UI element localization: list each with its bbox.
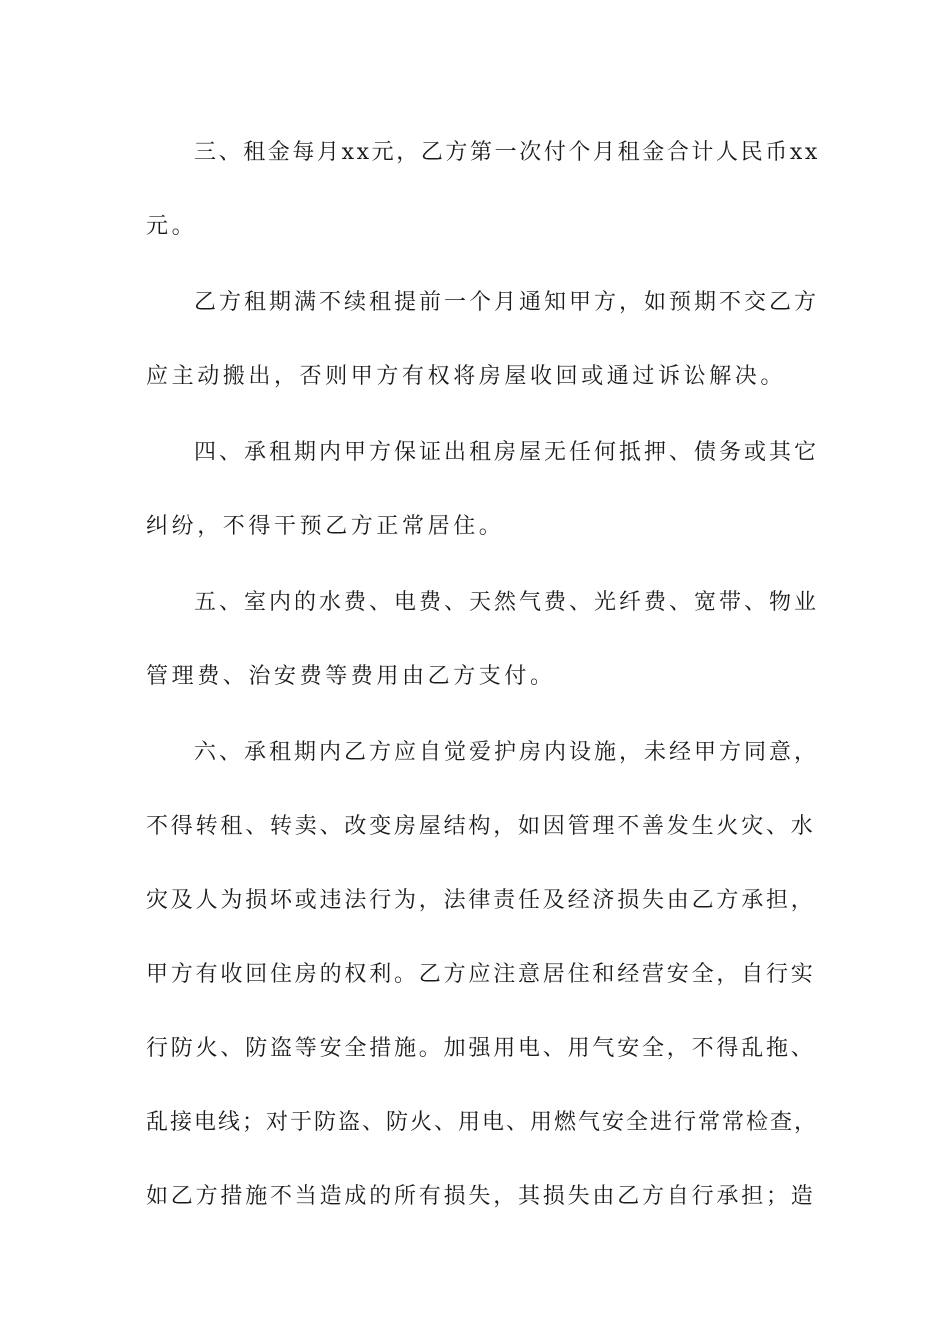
paragraph-3-line-1: 三、租金每月xx元，乙方第一次付个月租金合计人民币xx [194, 140, 820, 165]
paragraph-6-line-7: 如乙方措施不当造成的所有损失，其损失由乙方自行承担；造 [146, 1184, 816, 1209]
paragraph-6-line-1: 六、承租期内乙方应自觉爱护房内设施，未经甲方同意， [194, 740, 820, 765]
paragraph-6-line-3: 灾及人为损坏或违法行为，法律责任及经济损失由乙方承担， [146, 888, 816, 913]
paragraph-5-line-1: 五、室内的水费、电费、天然气费、光纤费、宽带、物业 [194, 590, 820, 615]
paragraph-3b-line-2: 应主动搬出，否则甲方有权将房屋收回或通过诉讼解决。 [146, 364, 787, 389]
paragraph-3-line-2: 元。 [146, 214, 198, 239]
paragraph-6-line-6: 乱接电线；对于防盗、防火、用电、用燃气安全进行常常检查， [146, 1110, 819, 1135]
paragraph-6-line-5: 行防火、防盗等安全措施。加强用电、用气安全，不得乱拖、 [146, 1036, 816, 1061]
paragraph-5-line-2: 管理费、治安费等费用由乙方支付。 [146, 664, 556, 689]
paragraph-4-line-1: 四、承租期内甲方保证出租房屋无任何抵押、债务或其它 [194, 440, 820, 465]
paragraph-3b-line-1: 乙方租期满不续租提前一个月通知甲方，如预期不交乙方 [194, 290, 820, 315]
paragraph-4-line-2: 纠纷，不得干预乙方正常居住。 [146, 514, 505, 539]
paragraph-6-line-2: 不得转租、转卖、改变房屋结构，如因管理不善发生火灾、水 [146, 814, 816, 839]
paragraph-6-line-4: 甲方有收回住房的权利。乙方应注意居住和经营安全，自行实 [146, 962, 816, 987]
